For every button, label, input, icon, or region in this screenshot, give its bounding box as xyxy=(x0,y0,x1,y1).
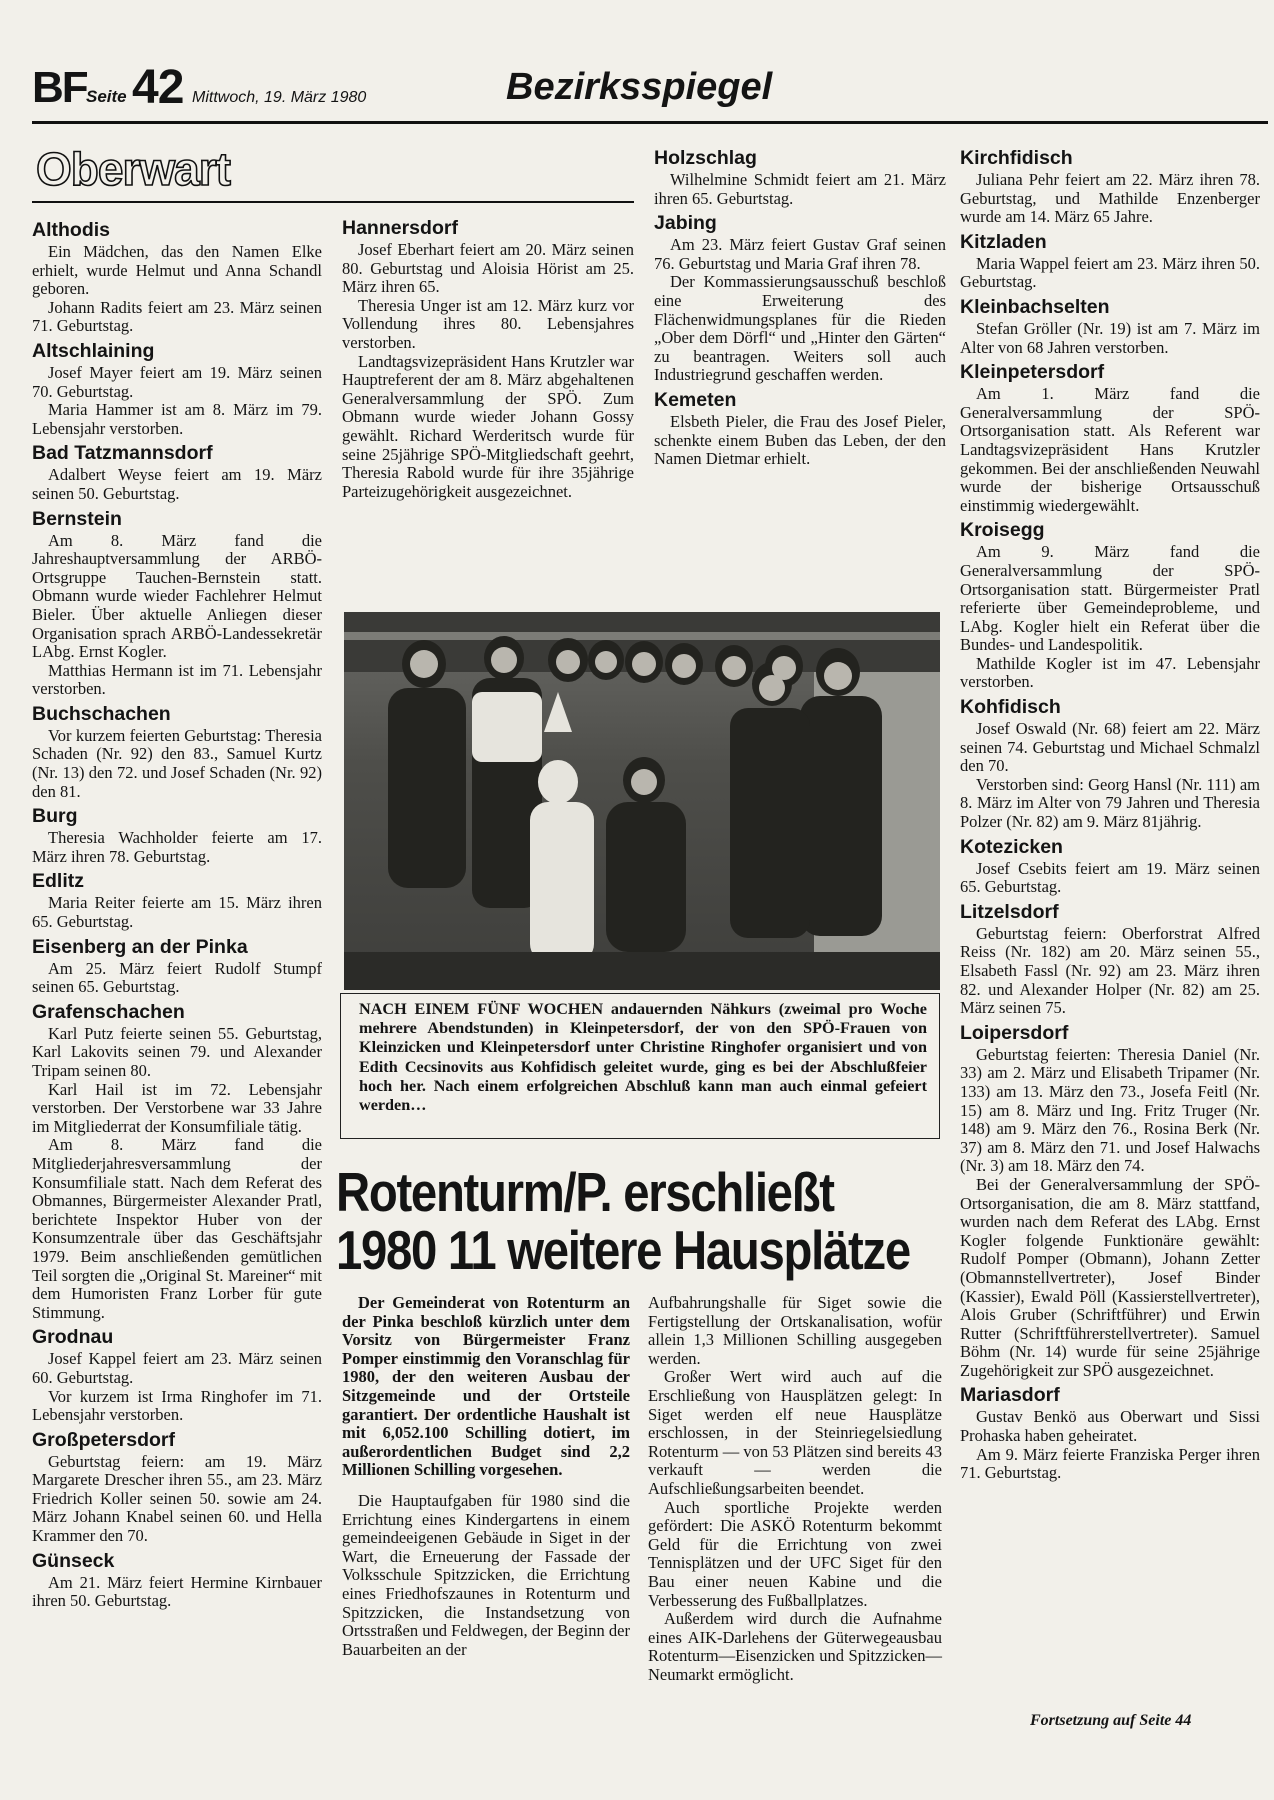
notice-paragraph: Wilhelmine Schmidt feiert am 21. März ihren 65. Geburtstag. xyxy=(654,170,946,208)
page-label: Seite xyxy=(86,87,127,106)
notice-paragraph: Gustav Benkö aus Oberwart und Sissi Prohaska haben geheiratet. xyxy=(960,1407,1260,1446)
notice-paragraph: Mathilde Kogler ist im 47. Lebensjahr verstorben. xyxy=(960,653,1260,692)
place-heading: Altschlaining xyxy=(32,339,155,362)
place-heading: Eisenberg an der Pinka xyxy=(32,935,248,958)
notice-paragraph: Josef Kappel feiert am 23. März seinen 60. Geburtstag. xyxy=(32,1349,322,1387)
notice-paragraph: Stefan Gröller (Nr. 19) ist am 7. März im Alter von 68 Jahren verstorben. xyxy=(960,318,1260,357)
notice-paragraph: Geburtstag feiern: am 19. März Margarete Drescher ihren 55., am 23. März Friedrich Koller seinen 50. sowie am 24. März Johann Knabel seinen 60. und Hella Krammer den 70. xyxy=(32,1451,322,1546)
place-heading: Grafenschachen xyxy=(32,1000,185,1023)
place-heading: Kitzladen xyxy=(960,230,1047,253)
place-heading: Burg xyxy=(32,805,78,828)
notice-paragraph: Karl Hail ist im 72. Lebensjahr verstorben. Der Verstorbene war 33 Jahre im Mitgliederrat der Konsumfiliale tätig. xyxy=(32,1079,322,1136)
notice-paragraph: Karl Putz feierte seinen 55. Geburtstag, Karl Lakovits seinen 79. und Alexander Tripam seinen 80. xyxy=(32,1023,322,1080)
headline-line-1: Rotenturm/P. erschließt xyxy=(336,1161,834,1223)
place-heading: Hannersdorf xyxy=(342,217,458,239)
place-heading: Günseck xyxy=(32,1549,115,1572)
article-body-left: Die Hauptaufgaben für 1980 sind die Errichtung eines Kindergartens in einem gemeindeeigenen Gebäude in Siget in der Wart, die Erneuerung der Fassade der Volksschule Spitzzicken, die Errichtung eines Friedhofszaunes in Rotenturm und Spitzzicken, die Instandsetzung von Ortsstraßen und Feldwegen, der Beginn der Bauarbeiten an der xyxy=(342,1490,630,1659)
notice-paragraph: Maria Reiter feierte am 15. März ihren 65. Geburtstag. xyxy=(32,893,322,932)
place-heading: Kleinbachselten xyxy=(960,295,1110,318)
place-heading: Großpetersdorf xyxy=(32,1428,176,1451)
place-heading: Kirchfidisch xyxy=(960,147,1073,169)
notice-paragraph: Maria Hammer ist am 8. März im 79. Lebensjahr verstorben. xyxy=(32,400,322,438)
notice-paragraph: Am 8. März fand die Jahreshauptversammlung der ARBÖ-Ortsgruppe Tauchen-Bernstein statt. Obmann wurde wieder Fachlehrer Helmut Bieler. Über aktuelle Anliegen dieser Organisation sprach ARBÖ-Landessekretär LAbg. Ernst Kogler. xyxy=(32,530,322,662)
column-2 xyxy=(342,216,634,501)
issue-date: Mittwoch, 19. März 1980 xyxy=(192,89,367,106)
place-heading: Mariasdorf xyxy=(960,1384,1060,1407)
notice-paragraph: Matthias Hermann ist im 71. Lebensjahr verstorben. xyxy=(32,660,322,699)
article-col-right xyxy=(648,1294,942,1684)
photo-caption: NACH EINEM FÜNF WOCHEN andauernden Nähkurs (zweimal pro Woche mehrere Abendstunden) in Kleinpetersdorf, der von den SPÖ-Frauen von Kleinzicken und Kleinpetersdorf unter Christine Ringhofer organisiert und von Edith Cecsinovits aus Kohfidisch geleitet wurde, ging es bei der Abschlußfeier hoch her. Nach einem erfolgreichen Abschluß kann man auch einmal gefeiert werden… xyxy=(340,993,940,1139)
notice-paragraph: Juliana Pehr feiert am 22. März ihren 78. Geburtstag, und Mathilde Enzenberger wurde am 14. März 65 Jahre. xyxy=(960,170,1260,227)
notice-paragraph: Ein Mädchen, das den Namen Elke erhielt, wurde Helmut und Anna Schandl geboren. xyxy=(32,242,322,299)
place-heading: Althodis xyxy=(32,219,110,241)
notice-paragraph: Bei der Generalversammlung der SPÖ-Ortsorganisation, die am 8. März stattfand, wurden nach dem Referat des LAbg. Ernst Kogler folgende Funktionäre gewählt: Rudolf Pomper (Obmann), Johann Zetter (Obmannstellvertreter), Josef Binder (Kassier), Ewald Pöll (Kassierstellvertreter), Alois Gruber (Schriftführer) und Erwin Rutter (Schriftführerstellvertreter). Samuel Böhm (Nr. 14) wurde für seine 25jährige Zugehörigkeit zur SPÖ ausgezeichnet. xyxy=(960,1174,1260,1380)
place-heading: Kroisegg xyxy=(960,519,1045,542)
article-col-left xyxy=(342,1294,630,1659)
notice-paragraph: Geburtstag feiern: Oberforstrat Alfred Reiss (Nr. 182) am 20. März seinen 55., Elsabeth Fassl (Nr. 92) am 23. März ihren 82. und Alexander Holper (Nr. 82) am 25. März seinen 75. xyxy=(960,923,1260,1018)
notice-paragraph: Am 23. März feiert Gustav Graf seinen 76. Geburtstag und Maria Graf ihren 78. xyxy=(654,235,946,273)
article-lead: Der Gemeinderat von Rotenturm an der Pinka beschloß kürzlich unter dem Vorsitz von Bürgermeister Franz Pomper einstimmig den Voranschlag für 1980, der den weiteren Ausbau der Sitzgemeinde und der Ortsteile garantiert. Der ordentliche Haushalt ist mit 6,052.100 Schilling dotiert, im außerordentlichen Budget sind 2,2 Millionen Schilling vorgesehen. xyxy=(342,1293,630,1480)
page-number: 42 xyxy=(132,61,184,114)
place-heading: Holzschlag xyxy=(654,147,757,169)
place-heading: Kleinpetersdorf xyxy=(960,361,1105,384)
notice-paragraph: Geburtstag feierten: Theresia Daniel (Nr. 33) am 2. März und Elisabeth Tripamer (Nr. 133) am 13. März den 73., Josefa Feitl (Nr. 15) am 8. März und Ing. Fritz Truger (Nr. 148) am 9. März den 76., Rosina Berk (Nr. 37) am 8. März den 71. und Josef Halwachs (Nr. 3) am 18. März den 74. xyxy=(960,1044,1260,1176)
notice-paragraph: Johann Radits feiert am 23. März seinen 71. Geburtstag. xyxy=(32,297,322,336)
notice-paragraph: Elsbeth Pieler, die Frau des Josef Pieler, schenkte einem Buben das Leben, der den Namen Dietmar erhielt. xyxy=(654,411,946,469)
continued-note: Fortsetzung auf Seite 44 xyxy=(1030,1712,1192,1729)
notice-paragraph: Josef Oswald (Nr. 68) feiert am 22. März seinen 74. Geburtstag und Michael Schmalzl den 70. xyxy=(960,719,1260,776)
notice-paragraph: Verstorben sind: Georg Hansl (Nr. 111) am 8. März im Alter von 79 Jahren und Theresia Polzer (Nr. 82) am 9. März 81jährig. xyxy=(960,774,1260,832)
notice-paragraph: Am 9. März feierte Franziska Perger ihren 71. Geburtstag. xyxy=(960,1444,1260,1483)
notice-paragraph: Josef Mayer feiert am 19. März seinen 70. Geburtstag. xyxy=(32,362,322,401)
article-paragraph: Großer Wert wird auch auf die Erschließung von Hausplätzen gelegt: In Siget werden elf neue Hausplätze erschlossen, in der Steinriegelsiedlung Rotenturm — von 53 Plätzen sind bereits 43 verkauft — werden die Aufschließungsarbeiten beendet. xyxy=(648,1367,942,1498)
notice-paragraph: Theresia Unger ist am 12. März kurz vor Vollendung ihres 80. Lebensjahres verstorben. xyxy=(342,295,634,352)
notice-paragraph: Am 21. März feiert Hermine Kirnbauer ihren 50. Geburtstag. xyxy=(32,1572,322,1611)
article-headline xyxy=(336,1161,910,1281)
place-heading: Edlitz xyxy=(32,870,84,893)
masthead-rule xyxy=(32,121,1268,124)
group-photo-image xyxy=(344,612,940,990)
place-heading: Grodnau xyxy=(32,1326,114,1349)
column-3 xyxy=(654,146,946,469)
notice-paragraph: Am 25. März feiert Rudolf Stumpf seinen 65. Geburtstag. xyxy=(32,958,322,997)
notice-paragraph: Adalbert Weyse feiert am 19. März seinen 50. Geburtstag. xyxy=(32,465,322,503)
headline-line-2: 1980 11 weitere Hausplätze xyxy=(336,1219,910,1281)
notice-paragraph: Am 1. März fand die Generalversammlung der SPÖ-Ortsorganisation statt. Als Referent war Landtagsvizepräsident Hans Krutzler gekommen. Bei der anschließenden Neuwahl wurde der bisherige Ortsausschuß einstimmig wiedergewählt. xyxy=(960,384,1260,515)
place-heading: Bernstein xyxy=(32,507,122,530)
column-4 xyxy=(960,146,1260,1483)
masthead xyxy=(32,62,1270,122)
section-title: Bezirksspiegel xyxy=(506,66,773,108)
notice-paragraph: Am 9. März fand die Generalversammlung der SPÖ-Ortsorganisation statt. Bürgermeister Pratl referierte über Gemeindeprobleme, und LAbg. Kogler hielt ein Referat über die Bundes- und Landespolitik. xyxy=(960,542,1260,655)
place-heading: Litzelsdorf xyxy=(960,900,1059,923)
group-photo xyxy=(344,612,940,990)
notice-paragraph: Theresia Wachholder feierte am 17. März ihren 78. Geburtstag. xyxy=(32,828,322,866)
district-title: Oberwart xyxy=(36,143,230,195)
notice-paragraph: Maria Wappel feiert am 23. März ihren 50. Geburtstag. xyxy=(960,253,1260,292)
notice-paragraph: Der Kommassierungsausschuß beschloß eine Erweiterung des Flächenwidmungsplanes für die Rieden „Ober dem Dörfl“ und „Hinter den Gärten“ zu beantragen. Weiters soll auch Industriegrund geschaffen werden. xyxy=(654,272,946,385)
notice-paragraph: Vor kurzem ist Irma Ringhofer im 71. Lebensjahr verstorben. xyxy=(32,1386,322,1425)
column-1 xyxy=(32,218,322,1611)
place-heading: Bad Tatzmannsdorf xyxy=(32,442,213,465)
place-heading: Loipersdorf xyxy=(960,1021,1069,1044)
place-heading: Kotezicken xyxy=(960,835,1063,858)
notice-paragraph: Josef Csebits feiert am 19. März seinen 65. Geburtstag. xyxy=(960,858,1260,897)
notice-paragraph: Landtagsvizepräsident Hans Krutzler war Hauptreferent der am 8. März abgehaltenen Generalversammlung der SPÖ. Zum Obmann wurde wieder Johann Gossy gewählt. Richard Werderitsch wurde für seine 25jährige SPÖ-Mitgliedschaft geehrt, Theresia Rabold wurde für ihre 35jährige Parteizugehörigkeit ausgezeichnet. xyxy=(342,351,634,501)
place-heading: Kohfidisch xyxy=(960,696,1061,719)
brand-logo: BF xyxy=(32,63,87,112)
place-heading: Buchschachen xyxy=(32,702,171,725)
notice-paragraph: Josef Eberhart feiert am 20. März seinen 80. Geburtstag und Aloisia Hörist am 25. März ihren 65. xyxy=(342,240,634,297)
article-paragraph: Aufbahrungshalle für Siget sowie die Fertigstellung der Ortskanalisation, wofür allein 1,3 Millionen Schilling ausgegeben werden. xyxy=(648,1293,942,1368)
place-heading: Kemeten xyxy=(654,388,737,411)
article-paragraph: Außerdem wird durch die Aufnahme eines AIK-Darlehens der Güterwegeausbau Rotenturm—Eisenzicken und Spitzzicken—Neumarkt ermöglicht. xyxy=(648,1609,942,1684)
district-rule xyxy=(32,201,634,203)
notice-paragraph: Vor kurzem feierten Geburtstag: Theresia Schaden (Nr. 92) den 83., Samuel Kurtz (Nr. 13) den 72. und Josef Schaden (Nr. 92) den 81. xyxy=(32,725,322,801)
notice-paragraph: Am 8. März fand die Mitgliederjahresversammlung der Konsumfiliale statt. Nach dem Referat des Obmannes, Bürgermeister Alexander Pratl, berichtete Inspektor Huber von der Konsumzentrale über das Geschäftsjahr 1979. Beim anschließenden gemütlichen Teil sorgten die „Original St. Mareiner“ mit dem Humoristen Franz Lorber für gute Stimmung. xyxy=(32,1135,322,1322)
article-paragraph: Auch sportliche Projekte werden gefördert: Die ASKÖ Rotenturm bekommt Geld für die Errichtung von zwei Tennisplätzen und der UFC Siget für den Bau einer neuen Kabine und die Verbesserung des Fußballplatzes. xyxy=(648,1497,942,1610)
place-heading: Jabing xyxy=(654,212,717,235)
